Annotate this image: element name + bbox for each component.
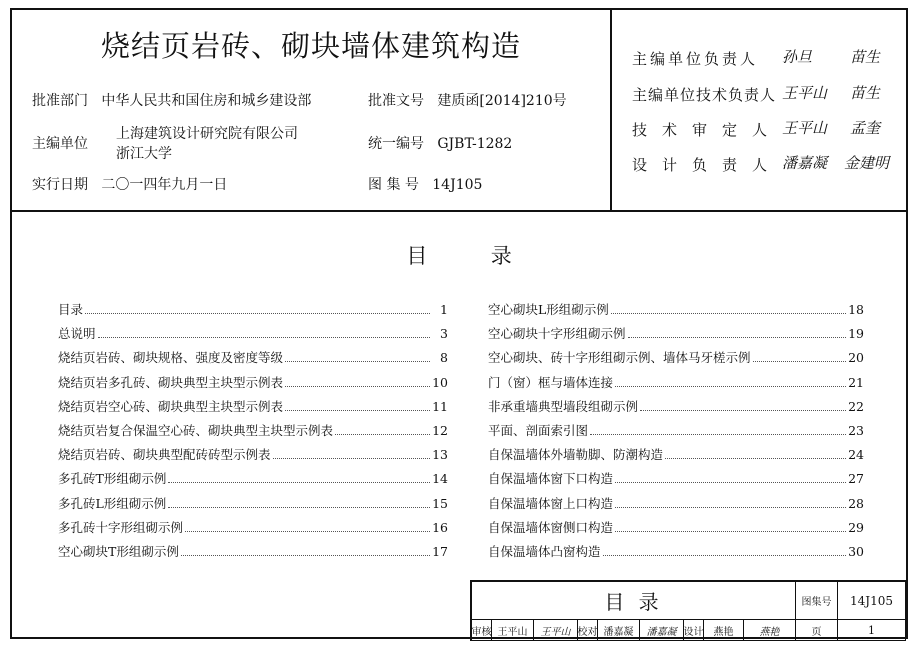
date-label: 实行日期	[32, 177, 88, 193]
title-block	[470, 580, 906, 641]
toc-entry-page: 20	[848, 350, 864, 366]
toc-heading-char: 目	[406, 244, 428, 268]
toc-entry-title: 非承重墙典型墙段组砌示例	[488, 398, 639, 414]
toc-entry	[58, 348, 448, 372]
signature-role: 设计负责人	[632, 156, 783, 174]
toc-leader-dots	[615, 522, 846, 532]
toc-entry-title: 烧结页岩复合保温空心砖、砌块典型主块型示例表	[58, 422, 334, 438]
toc-entry	[488, 469, 864, 493]
date	[32, 174, 227, 194]
toc-leader-dots	[273, 449, 430, 459]
toc-leader-dots	[168, 473, 430, 483]
toc-entry	[488, 445, 864, 469]
toc-entry	[58, 397, 448, 421]
toc-entry-page: 3	[440, 326, 448, 342]
page-value: 1	[838, 620, 906, 641]
review-label: 审核	[472, 620, 492, 641]
toc-leader-dots	[615, 473, 846, 483]
toc-entry	[488, 397, 864, 421]
approve-doc	[368, 90, 567, 110]
toc-entry-title: 自保温墙体窗侧口构造	[488, 519, 614, 535]
toc-entry-page: 27	[848, 471, 864, 487]
toc-entry	[488, 494, 864, 518]
signature-mark: 金建明	[844, 154, 890, 172]
date-value: 二〇一四年九月一日	[101, 177, 228, 193]
toc-leader-dots	[611, 304, 846, 314]
toc-entry	[58, 494, 448, 518]
toc-entry-page: 18	[848, 302, 864, 317]
toc-entry	[488, 348, 864, 372]
toc-leader-dots	[665, 449, 846, 459]
atlas-title: 烧结页岩砖、砌块墙体建筑构造	[100, 29, 521, 63]
toc-entry-title: 自保温墙体凸窗构造	[488, 543, 601, 559]
toc-entry	[58, 469, 448, 493]
toc-entry-page: 16	[432, 519, 448, 535]
toc-entry-page: 29	[848, 519, 864, 535]
approve-dept	[32, 90, 311, 110]
toc-leader-dots	[615, 498, 846, 508]
toc-entry	[58, 421, 448, 445]
toc-heading-char: 录	[490, 244, 512, 268]
approve-dept-value: 中华人民共和国住房和城乡建设部	[101, 93, 312, 109]
toc-entry-title: 自保温墙体外墙勒脚、防潮构造	[488, 447, 664, 463]
toc-entry-page: 21	[848, 374, 864, 390]
approve-doc-label: 批准文号	[368, 93, 424, 109]
serial-value: GJBT-1282	[437, 136, 513, 152]
approve-dept-label: 批准部门	[32, 93, 88, 109]
signature-row	[632, 48, 758, 69]
toc-left-column	[58, 300, 448, 566]
signature-role: 主编单位技术负责人	[632, 86, 777, 104]
toc-entry-page: 10	[432, 374, 448, 390]
check-label: 校对	[578, 620, 598, 641]
header-block	[12, 10, 906, 212]
toc-entry-title: 烧结页岩砖、砌块规格、强度及密度等级	[58, 350, 284, 366]
toc-entry-page: 8	[440, 350, 448, 366]
toc-leader-dots	[753, 352, 846, 362]
toc-leader-dots	[168, 498, 430, 508]
design-name: 燕艳	[704, 620, 744, 641]
toc-entry-title: 平面、剖面索引图	[488, 422, 589, 438]
toc-entry	[488, 421, 864, 445]
toc-leader-dots	[640, 401, 846, 411]
toc-entry-title: 目录	[58, 302, 84, 317]
editor-label: 主编单位	[32, 136, 88, 152]
toc-entry-page: 30	[848, 543, 864, 559]
serial-label: 统一编号	[368, 136, 424, 152]
toc-entry-page: 12	[432, 422, 448, 438]
toc-leader-dots	[185, 522, 430, 532]
design-label: 设计	[684, 620, 704, 641]
toc-entry	[488, 324, 864, 348]
toc-leader-dots	[335, 425, 430, 435]
toc-entry-title: 自保温墙体窗上口构造	[488, 495, 614, 511]
review-signature: 王平山	[534, 620, 578, 641]
signature-role: 主编单位负责人	[632, 50, 759, 68]
toc-entry-title: 烧结页岩空心砖、砌块典型主块型示例表	[58, 398, 284, 414]
toc-entry-title: 烧结页岩砖、砌块典型配砖砖型示例表	[58, 447, 271, 463]
toc-entry-title: 自保温墙体窗下口构造	[488, 471, 614, 487]
signature-mark: 王平山	[782, 119, 828, 137]
toc-entry	[58, 542, 448, 566]
signature-mark: 王平山	[782, 84, 828, 102]
toc-entry	[488, 518, 864, 542]
toc-entry-title: 空心砌块L形组砌示例	[488, 302, 609, 317]
toc-entry	[58, 373, 448, 397]
toc-entry-page: 19	[848, 326, 864, 342]
sheet-name: 目 录	[472, 582, 796, 620]
editor-value-2: 浙江大学	[116, 146, 172, 162]
toc-entry-page: 13	[432, 447, 448, 463]
signature-row	[632, 154, 782, 175]
toc-entry-title: 空心砌块十字形组砌示例	[488, 326, 626, 342]
signature-mark: 苗生	[850, 48, 881, 66]
signature-row	[632, 119, 782, 140]
header-info	[12, 10, 612, 210]
toc-entry-page: 23	[848, 422, 864, 438]
toc-leader-dots	[98, 328, 430, 338]
design-signature: 燕艳	[744, 620, 796, 641]
toc-entry	[488, 300, 864, 324]
atlas-no-value: 14J105	[432, 177, 483, 193]
toc-entry-page: 14	[432, 471, 448, 487]
atlas-no	[368, 174, 482, 194]
signature-row	[632, 84, 776, 105]
toc-entry-title: 多孔砖L形组砌示例	[58, 495, 167, 511]
toc-entry-title: 总说明	[58, 326, 96, 342]
toc-heading	[12, 240, 906, 270]
toc-entry-page: 15	[432, 495, 448, 511]
toc-entry-title: 多孔砖十字形组砌示例	[58, 519, 184, 535]
toc-entry-page: 17	[432, 543, 448, 559]
toc-entry-page: 1	[440, 302, 448, 317]
toc-entry	[488, 542, 864, 566]
toc-entry-page: 28	[848, 495, 864, 511]
toc-entry-page: 11	[432, 398, 448, 414]
toc-entry-page: 22	[848, 398, 864, 414]
atlas-no-label: 图集号	[796, 582, 838, 620]
toc-leader-dots	[603, 546, 846, 556]
check-signature: 潘嘉凝	[640, 620, 684, 641]
signature-mark: 孟奎	[850, 119, 881, 137]
toc-entry-page: 24	[848, 447, 864, 463]
toc-leader-dots	[285, 401, 430, 411]
toc-entry	[488, 373, 864, 397]
signature-mark: 苗生	[850, 84, 881, 102]
toc-entry-title: 门（窗）框与墙体连接	[488, 374, 614, 390]
signature-mark: 潘嘉凝	[782, 154, 828, 172]
toc-entry-title: 多孔砖T形组砌示例	[58, 471, 167, 487]
editor-value-1: 上海建筑设计研究院有限公司	[116, 126, 298, 142]
toc-entry	[58, 518, 448, 542]
toc-entry-title: 烧结页岩多孔砖、砌块典型主块型示例表	[58, 374, 284, 390]
toc-right-column	[488, 300, 864, 566]
toc-entry-title: 空心砌块T形组砌示例	[58, 543, 179, 559]
toc-entry	[58, 300, 448, 324]
toc-entry	[58, 445, 448, 469]
check-name: 潘嘉凝	[598, 620, 640, 641]
toc-leader-dots	[85, 304, 430, 314]
serial	[368, 133, 512, 153]
atlas-no-value: 14J105	[838, 582, 906, 620]
drawing-frame	[10, 8, 908, 639]
toc-entry-title: 空心砌块、砖十字形组砌示例、墙体马牙槎示例	[488, 350, 751, 366]
toc-leader-dots	[285, 352, 430, 362]
toc-leader-dots	[615, 377, 846, 387]
approve-doc-value: 建质函[2014]210号	[437, 93, 567, 109]
page-label: 页	[796, 620, 838, 641]
signature-mark: 孙旦	[782, 48, 813, 66]
toc-leader-dots	[628, 328, 846, 338]
toc-entry	[58, 324, 448, 348]
toc-leader-dots	[590, 425, 846, 435]
signature-role: 技术审定人	[632, 121, 783, 139]
atlas-no-label: 图 集 号	[368, 177, 419, 193]
review-name: 王平山	[492, 620, 534, 641]
signature-panel	[612, 10, 906, 210]
toc-leader-dots	[181, 546, 430, 556]
toc-leader-dots	[285, 377, 430, 387]
